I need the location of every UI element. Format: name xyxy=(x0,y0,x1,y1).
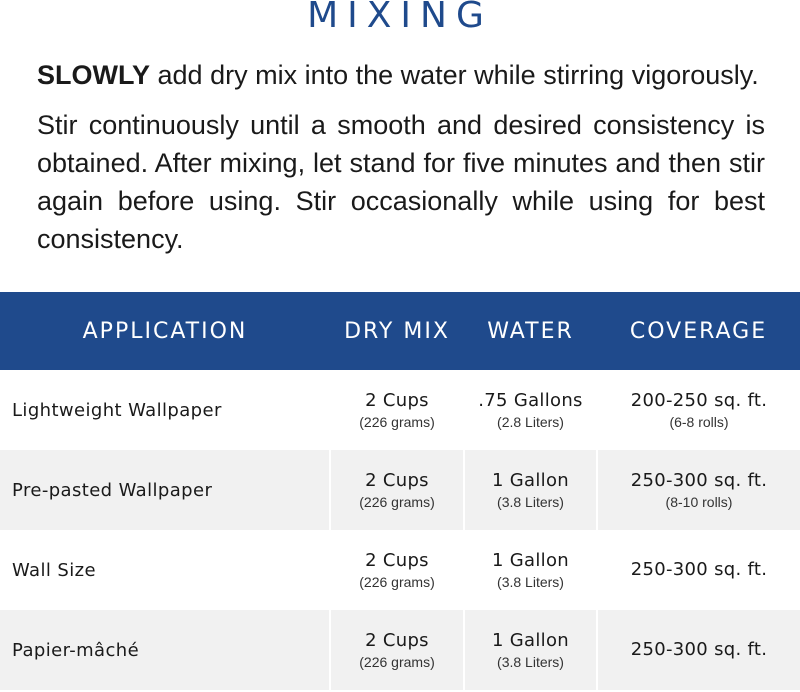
coverage-value: 250-300 sq. ft. xyxy=(630,639,768,660)
table-row xyxy=(0,450,800,530)
water-note: (3.8 Liters) xyxy=(497,654,564,670)
application-cell: Papier-mâché xyxy=(12,639,140,661)
header-application: APPLICATION xyxy=(82,318,248,344)
water-note: (2.8 Liters) xyxy=(497,414,564,430)
application-cell: Lightweight Wallpaper xyxy=(12,399,222,421)
dry-mix-note: (226 grams) xyxy=(359,414,435,430)
dry-mix-value: 2 Cups xyxy=(365,550,429,571)
water-value: .75 Gallons xyxy=(478,390,583,411)
header-water: WATER xyxy=(487,318,574,344)
intro-text: add dry mix into the water while stirring vigorously. xyxy=(150,60,759,90)
coverage-cell xyxy=(597,530,800,610)
dry-mix-note: (226 grams) xyxy=(359,654,435,670)
coverage-cell xyxy=(597,610,800,690)
coverage-note: (8-10 rolls) xyxy=(665,494,733,510)
page-title: MIXING xyxy=(307,0,493,36)
water-cell xyxy=(464,370,597,450)
dry-mix-cell xyxy=(330,450,464,530)
header-dry-mix: DRY MIX xyxy=(344,318,450,344)
water-note: (3.8 Liters) xyxy=(497,494,564,510)
table-row xyxy=(0,530,800,610)
water-note: (3.8 Liters) xyxy=(497,574,564,590)
table-row xyxy=(0,610,800,690)
intro-line xyxy=(37,56,767,94)
mixing-table xyxy=(0,292,800,690)
coverage-value: 250-300 sq. ft. xyxy=(630,559,768,580)
instructions-paragraph: Stir continuously until a smooth and desired consistency is obtained. After mixing, let stand for five minutes and then stir again before using. Stir occasionally while using for best consistency. xyxy=(37,110,765,254)
coverage-cell xyxy=(597,370,800,450)
dry-mix-value: 2 Cups xyxy=(365,390,429,411)
table-row xyxy=(0,370,800,450)
dry-mix-note: (226 grams) xyxy=(359,494,435,510)
water-cell xyxy=(464,530,597,610)
dry-mix-cell xyxy=(330,610,464,690)
application-cell: Pre-pasted Wallpaper xyxy=(12,479,213,501)
water-value: 1 Gallon xyxy=(492,550,569,571)
dry-mix-cell xyxy=(330,530,464,610)
intro-emphasis: SLOWLY xyxy=(37,60,151,90)
water-cell xyxy=(464,450,597,530)
coverage-note: (6-8 rolls) xyxy=(669,414,729,430)
water-value: 1 Gallon xyxy=(492,470,569,491)
water-value: 1 Gallon xyxy=(492,630,569,651)
dry-mix-note: (226 grams) xyxy=(359,574,435,590)
coverage-value: 250-300 sq. ft. xyxy=(630,470,768,491)
dry-mix-value: 2 Cups xyxy=(365,630,429,651)
dry-mix-value: 2 Cups xyxy=(365,470,429,491)
water-cell xyxy=(464,610,597,690)
coverage-value: 200-250 sq. ft. xyxy=(630,390,768,411)
table-header-row xyxy=(0,292,800,370)
header-coverage: COVERAGE xyxy=(629,318,768,344)
dry-mix-cell xyxy=(330,370,464,450)
application-cell: Wall Size xyxy=(12,559,96,581)
coverage-cell xyxy=(597,450,800,530)
